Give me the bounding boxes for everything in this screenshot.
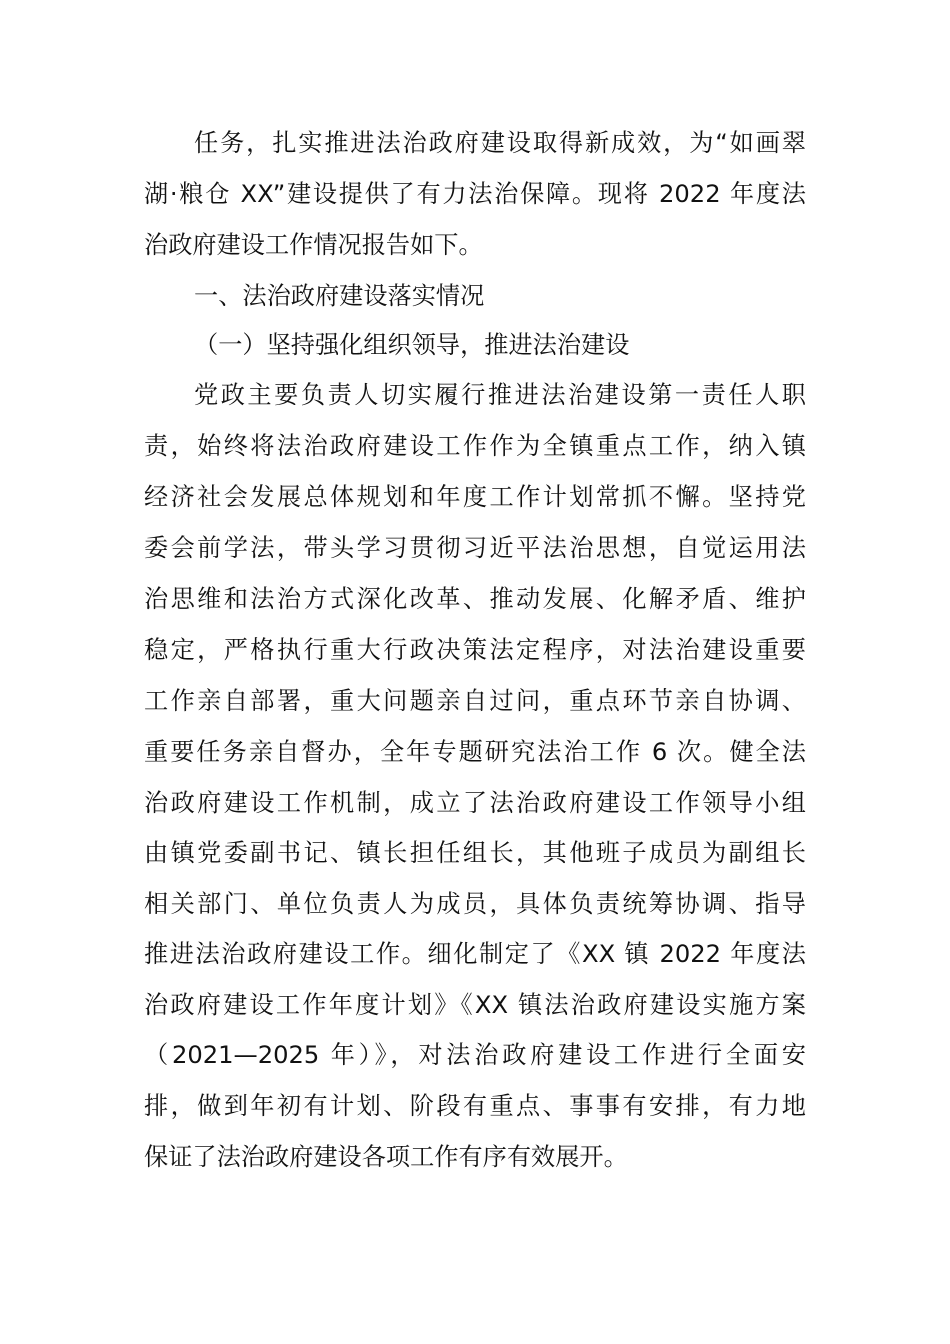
paragraph-line: 推进法治政府建设工作。细化制定了《XX 镇 2022 年度法: [144, 940, 806, 968]
paragraph-line: 工作亲自部署，重大问题亲自过问，重点环节亲自协调、: [144, 687, 806, 715]
paragraph-line: 委会前学法，带头学习贯彻习近平法治思想，自觉运用法: [144, 534, 806, 562]
paragraph-line: 由镇党委副书记、镇长担任组长，其他班子成员为副组长: [144, 839, 806, 867]
section-heading: 一、法治政府建设落实情况: [194, 282, 485, 310]
paragraph-line: 重要任务亲自督办，全年专题研究法治工作 6 次。健全法: [144, 738, 806, 766]
paragraph-line: 党政主要负责人切实履行推进法治建设第一责任人职: [194, 381, 806, 409]
subsection-heading: （一）坚持强化组织领导，推进法治建设: [194, 331, 630, 359]
paragraph-line: 排，做到年初有计划、阶段有重点、事事有安排，有力地: [144, 1092, 806, 1120]
paragraph-line: 相关部门、单位负责人为成员，具体负责统筹协调、指导: [144, 890, 806, 918]
paragraph-line: 保证了法治政府建设各项工作有序有效展开。: [144, 1143, 628, 1171]
paragraph-line: 治思维和法治方式深化改革、推动发展、化解矛盾、维护: [144, 585, 806, 613]
paragraph-line: 治政府建设工作年度计划》《XX 镇法治政府建设实施方案: [144, 991, 806, 1019]
paragraph-line: 湖·粮仓 XX”建设提供了有力法治保障。现将 2022 年度法: [144, 180, 806, 208]
paragraph-line: 治政府建设工作情况报告如下。: [144, 231, 483, 259]
paragraph-line: （2021—2025 年）》，对法治政府建设工作进行全面安: [144, 1041, 806, 1069]
paragraph-line: 任务，扎实推进法治政府建设取得新成效，为“如画翠: [194, 129, 806, 157]
paragraph-line: 经济社会发展总体规划和年度工作计划常抓不懈。坚持党: [144, 483, 806, 511]
paragraph-line: 稳定，严格执行重大行政决策法定程序，对法治建设重要: [144, 636, 806, 664]
paragraph-line: 责，始终将法治政府建设工作作为全镇重点工作，纳入镇: [144, 432, 806, 460]
paragraph-line: 治政府建设工作机制，成立了法治政府建设工作领导小组: [144, 789, 806, 817]
